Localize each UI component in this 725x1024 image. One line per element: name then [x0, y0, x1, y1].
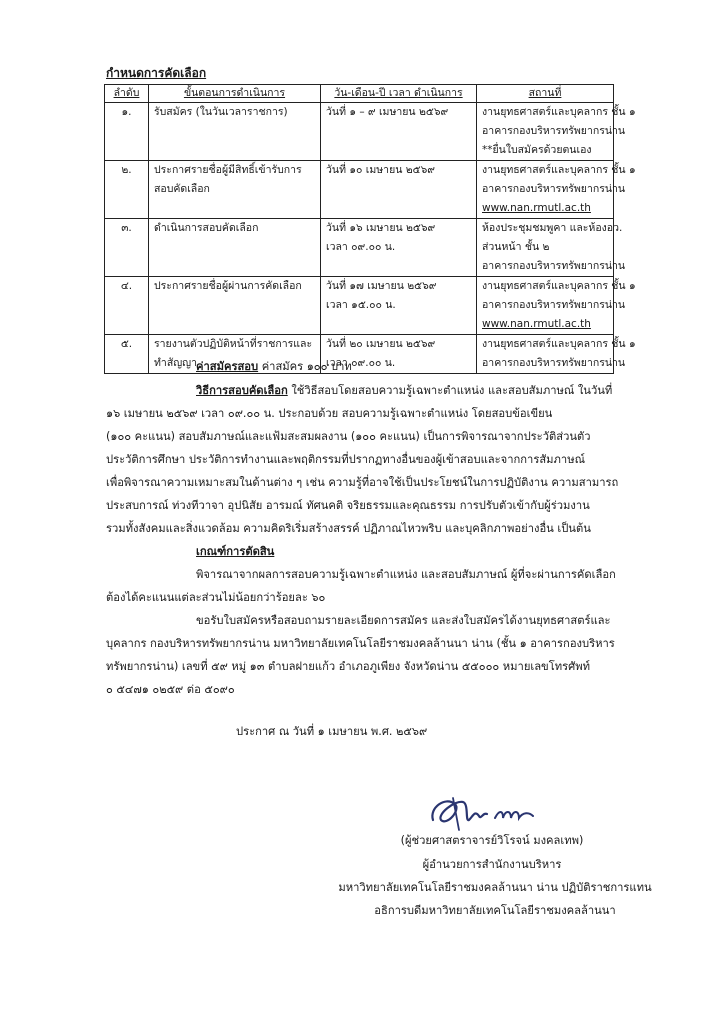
cell-step — [149, 219, 321, 277]
signatory-title: อธิการบดีมหาวิทยาลัยเทคโนโลยีราชมงคลล้านนา — [374, 904, 616, 917]
cell-order: ๕. — [105, 335, 149, 374]
cell-date — [321, 103, 477, 161]
contact-line: บุคลากร กองบริหารทรัพยากรน่าน มหาวิทยาลัยเทคโนโลยีราชมงคลล้านนา น่าน (ชั้น ๑ อาคารกองบริหาร — [106, 637, 615, 650]
method-line: ประสบการณ์ ท่วงทีวาจา อุปนิสัย อารมณ์ ทัศนคติ จริยธรรมและคุณธรรม การปรับตัวเข้ากับผู้ร่วมงาน — [106, 499, 590, 512]
cell-date-line: เวลา ๐๙.๐๐ น. — [326, 357, 396, 369]
table-row — [105, 161, 614, 219]
cell-location — [477, 277, 636, 335]
cell-date-line: วันที่ ๑๖ เมษายน ๒๕๖๙ — [326, 222, 436, 234]
method-line: ๑๖ เมษายน ๒๕๖๙ เวลา ๐๙.๐๐ น. ประกอบด้วย สอบความรู้เฉพาะตำแหน่ง โดยสอบข้อเขียน — [106, 407, 553, 420]
cell-date — [321, 277, 477, 335]
cell-order: ๒. — [105, 161, 149, 219]
cell-location-line: ส่วนหน้า ชั้น ๒ — [482, 241, 550, 253]
schedule-table — [104, 84, 636, 374]
fee-label: ค่าสมัครสอบ — [196, 360, 259, 373]
cell-location — [477, 335, 636, 374]
table-header-row — [105, 85, 614, 103]
cell-location-line: งานยุทธศาสตร์และบุคลากร ชั้น ๑ — [482, 338, 636, 350]
cell-date — [321, 161, 477, 219]
fee-paragraph — [196, 357, 352, 375]
method-label: วิธีการสอบคัดเลือก — [196, 384, 288, 397]
table-row — [105, 335, 614, 374]
cell-date — [321, 219, 477, 277]
cell-step-line: รายงานตัวปฏิบัติหน้าที่ราชการและ — [154, 338, 313, 350]
cell-date-line: วันที่ ๑๗ เมษายน ๒๕๖๙ — [326, 280, 437, 292]
criteria-line: ต้องได้คะแนนแต่ละส่วนไม่น้อยกว่าร้อยละ ๖๐ — [106, 591, 326, 604]
website-link[interactable]: www.nan.rmutl.ac.th — [482, 202, 591, 214]
method-line: เพื่อพิจารณาความเหมาะสมในด้านต่าง ๆ เช่น ความรู้ที่อาจใช้เป็นประโยชน์ในการปฏิบัติงาน ความสามารถ — [106, 476, 619, 489]
website-link[interactable]: www.nan.rmutl.ac.th — [482, 318, 591, 330]
cell-date-line: วันที่ ๒๐ เมษายน ๒๕๖๙ — [326, 338, 436, 350]
header-step: ขั้นตอนการดำเนินการ — [149, 85, 321, 103]
method-line: ประวัติการศึกษา ประวัติการทำงานและพฤติกรรมที่ปรากฏทางอื่นของผู้เข้าสอบและจากการสัมภาษณ์ — [106, 453, 585, 466]
cell-date-line: เวลา ๐๙.๐๐ น. — [326, 241, 396, 253]
cell-step — [149, 161, 321, 219]
method-first-text: ใช้วิธีสอบโดยสอบความรู้เฉพาะตำแหน่ง และสอบสัมภาษณ์ ในวันที่ — [291, 384, 613, 397]
header-location: สถานที่ — [477, 85, 614, 103]
signatory-title: ผู้อำนวยการสำนักงานบริหาร — [422, 858, 562, 871]
cell-location-line: อาคารกองบริหารทรัพยากรน่าน — [482, 357, 626, 369]
contact-line: ขอรับใบสมัครหรือสอบถามรายละเอียดการสมัคร และส่งใบสมัครได้งานยุทธศาสตร์และ — [196, 614, 611, 627]
signatory-title: มหาวิทยาลัยเทคโนโลยีราชมงคลล้านนา น่าน ปฏิบัติราชการแทน — [338, 881, 652, 894]
cell-location-line: งานยุทธศาสตร์และบุคลากร ชั้น ๑ — [482, 106, 636, 118]
cell-location-line: อาคารกองบริหารทรัพยากรน่าน — [482, 125, 626, 137]
criteria-label: เกณฑ์การตัดสิน — [196, 545, 275, 558]
cell-step-line: ประกาศรายชื่อผู้ผ่านการคัดเลือก — [154, 280, 302, 292]
method-first-line — [196, 381, 612, 399]
cell-date-line: วันที่ ๑๐ เมษายน ๒๕๖๙ — [326, 164, 435, 176]
cell-location — [477, 161, 636, 219]
table-row — [105, 103, 614, 161]
cell-date-line: วันที่ ๑ – ๙ เมษายน ๒๕๖๙ — [326, 106, 449, 118]
signatory-name: (ผู้ช่วยศาสตราจารย์วิโรจน์ มงคลเทพ) — [400, 834, 584, 847]
cell-step-line: สอบคัดเลือก — [154, 183, 210, 195]
cell-order: ๑. — [105, 103, 149, 161]
cell-location-line: ห้องประชุมชมพูคา และห้องอว. — [482, 222, 623, 234]
criteria-heading — [196, 542, 274, 560]
cell-step-line: ประกาศรายชื่อผู้มีสิทธิ์เข้ารับการ — [154, 164, 302, 176]
cell-location-line: งานยุทธศาสตร์และบุคลากร ชั้น ๑ — [482, 280, 636, 292]
cell-location-line: อาคารกองบริหารทรัพยากรน่าน — [482, 183, 626, 195]
fee-text: ค่าสมัคร ๑๐๐ บาท — [261, 360, 352, 373]
section-title: กำหนดการคัดเลือก — [106, 66, 207, 80]
cell-location — [477, 219, 626, 277]
cell-step-line: รับสมัคร (ในวันเวลาราชการ) — [154, 106, 288, 118]
cell-location-line: งานยุทธศาสตร์และบุคลากร ชั้น ๑ — [482, 164, 636, 176]
cell-location — [477, 103, 636, 161]
cell-step-line: ทำสัญญา — [154, 357, 198, 369]
cell-location-line: อาคารกองบริหารทรัพยากรน่าน — [482, 260, 626, 272]
cell-step-line: ดำเนินการสอบคัดเลือก — [154, 222, 259, 234]
header-order: ลำดับ — [105, 85, 149, 103]
table-row — [105, 277, 614, 335]
criteria-line: พิจารณาจากผลการสอบความรู้เฉพาะตำแหน่ง และสอบสัมภาษณ์ ผู้ที่จะผ่านการคัดเลือก — [196, 568, 616, 581]
cell-order: ๓. — [105, 219, 149, 277]
contact-line: ทรัพยากรน่าน) เลขที่ ๕๙ หมู่ ๑๓ ตำบลฝายแก้ว อำเภอภูเพียง จังหวัดน่าน ๕๕๐๐๐ หมายเลขโทรศัพท์ — [106, 660, 590, 673]
contact-line: ๐ ๕๔๗๑ ๐๒๕๙ ต่อ ๕๐๙๐ — [106, 683, 235, 696]
cell-location-line: อาคารกองบริหารทรัพยากรน่าน — [482, 299, 626, 311]
table-row — [105, 219, 614, 277]
cell-location-line: **ยื่นใบสมัครด้วยตนเอง — [482, 144, 592, 156]
header-date-time: วัน-เดือน-ปี เวลา ดำเนินการ — [321, 85, 477, 103]
cell-order: ๔. — [105, 277, 149, 335]
cell-step — [149, 277, 321, 335]
cell-date-line: เวลา ๑๕.๐๐ น. — [326, 299, 396, 311]
method-line: (๑๐๐ คะแนน) สอบสัมภาษณ์และแฟ้มสะสมผลงาน (๑๐๐ คะแนน) เป็นการพิจารณาจากประวัติส่วนตัว — [106, 430, 591, 443]
announcement-date: ประกาศ ณ วันที่ ๑ เมษายน พ.ศ. ๒๕๖๙ — [236, 725, 428, 738]
method-line: รวมทั้งสังคมและสิ่งแวดล้อม ความคิดริเริ่มสร้างสรรค์ ปฏิภาณไหวพริบ และบุคลิกภาพอย่างอื่น เป็นต้น — [106, 522, 591, 535]
cell-step — [149, 103, 321, 161]
